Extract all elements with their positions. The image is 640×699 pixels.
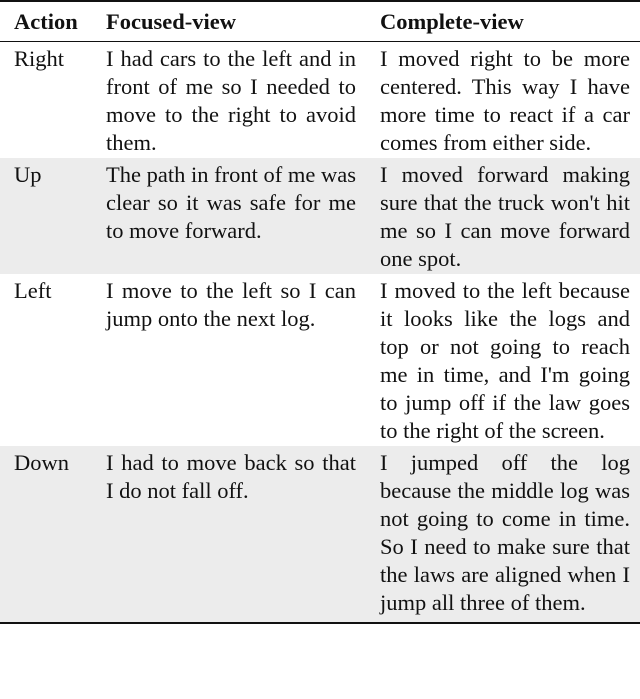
action-cell: Down (0, 446, 92, 623)
header-action: Action (14, 9, 78, 34)
focused-view-cell: I move to the left so I can jump onto the next log. (106, 278, 356, 331)
action-cell: Left (14, 278, 52, 303)
header-row (0, 1, 640, 42)
complete-view-cell: I moved forward making sure that the truck won't hit me so I can move forward one spot. (366, 158, 640, 274)
table-body (0, 42, 640, 624)
focused-view-cell: I had cars to the left and in front of me so I needed to move to the right to avoid them. (106, 46, 356, 155)
action-cell: Right (14, 46, 65, 71)
table-row-up (0, 158, 640, 274)
header-complete-view: Complete-view (380, 9, 524, 34)
complete-view-cell: I moved right to be more centered. This way I have more time to react if a car comes from either side. (380, 46, 630, 155)
table-header (0, 1, 640, 42)
action-cell: Up (0, 158, 92, 274)
complete-view-cell: I moved to the left because it looks like the logs and top or not going to reach me in time, and I'm going to jump off if the law goes to the right of the screen. (380, 278, 630, 443)
table-row-right (0, 42, 640, 159)
focused-view-cell: I had to move back so that I do not fall off. (92, 446, 366, 623)
table-row-left (0, 274, 640, 446)
header-focused-view: Focused-view (106, 9, 236, 34)
table-row-down (0, 446, 640, 623)
focused-view-cell: The path in front of me was clear so it was safe for me to move forward. (92, 158, 366, 274)
complete-view-cell: I jumped off the log because the middle log was not going to come in time. So I need to make sure that the laws are aligned when I jump all three of them. (366, 446, 640, 623)
